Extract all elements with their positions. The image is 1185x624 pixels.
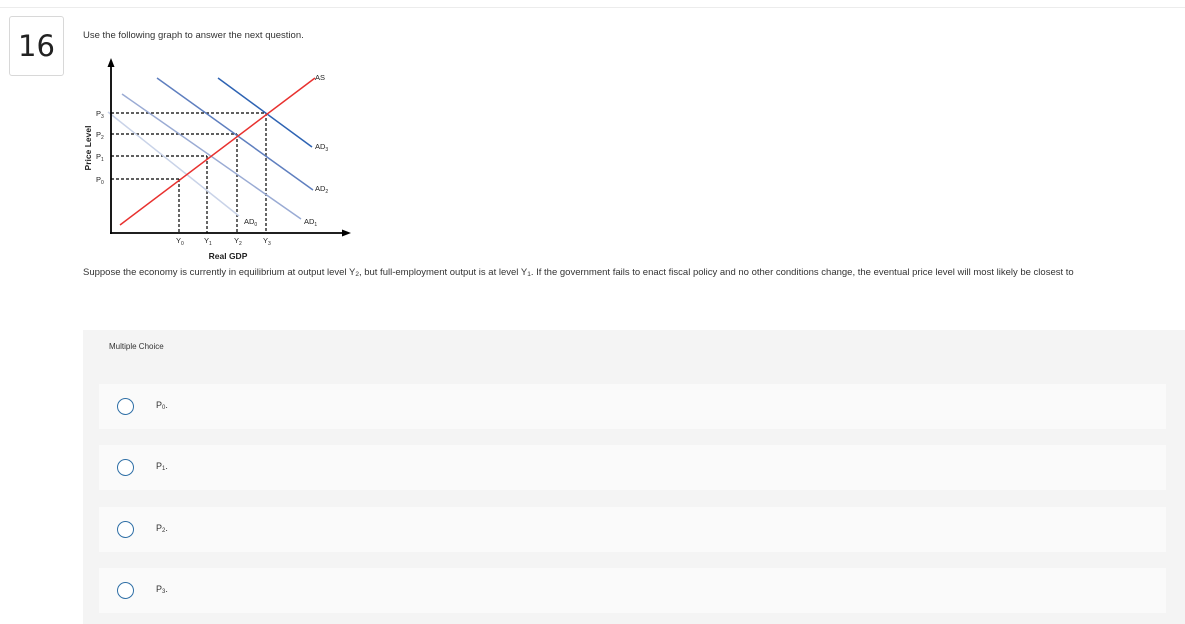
question-number: 16 [9, 16, 64, 76]
as-label: AS [315, 73, 326, 82]
x-axis-arrow [342, 230, 351, 237]
p0-label: $P_0$ [96, 175, 104, 186]
x-axis-label: Real GDP [208, 251, 248, 261]
y0-label: $Y_0$ [176, 236, 184, 247]
multiple-choice-panel [83, 330, 1185, 624]
choice-p1[interactable] [99, 445, 1166, 490]
ad3-label: $AD_3$ [315, 142, 329, 153]
ad2-label: $AD_2$ [315, 184, 329, 195]
choice-label: P0. [156, 400, 168, 411]
radio-button[interactable] [117, 459, 134, 476]
p1-label: $P_1$ [96, 152, 104, 163]
radio-button[interactable] [117, 521, 134, 538]
multiple-choice-header: Multiple Choice [109, 342, 164, 351]
top-divider [0, 7, 1185, 8]
y2-label: $Y_2$ [234, 236, 242, 247]
choice-label: P2. [156, 523, 168, 534]
question-prompt [83, 264, 1178, 283]
radio-button[interactable] [117, 398, 134, 415]
choice-p2[interactable] [99, 507, 1166, 552]
prompt-part-1: Suppose the economy is currently in equilibrium at output level Y [83, 267, 356, 278]
choice-label: P3. [156, 584, 168, 595]
prompt-y2-subscript: 2 [355, 271, 359, 278]
question-intro: Use the following graph to answer the next question. [83, 30, 304, 41]
choice-p3[interactable] [99, 568, 1166, 613]
y1-label: $Y_1$ [204, 236, 212, 247]
prompt-part-2: , but full-employment output is at level Y [358, 267, 528, 278]
ad0-label: $AD_0$ [244, 217, 258, 228]
ad1-label: $AD_1$ [304, 217, 318, 228]
choice-p0[interactable] [99, 384, 1166, 429]
choice-label: P1. [156, 461, 168, 472]
prompt-y1-subscript: 1 [527, 271, 531, 278]
ad0-curve [108, 112, 239, 216]
ad-as-graph [75, 48, 360, 263]
y-axis-arrow [108, 58, 115, 67]
p2-label: $P_2$ [96, 130, 104, 141]
radio-button[interactable] [117, 582, 134, 599]
as-curve [120, 78, 315, 225]
prompt-part-3: . If the government fails to enact fiscal policy and no other conditions change, the eventual price level will most likely be closest to [530, 267, 1074, 278]
p3-label: $P_3$ [96, 109, 104, 120]
y-axis-label: Price Level [83, 125, 93, 171]
y3-label: $Y_3$ [263, 236, 271, 247]
